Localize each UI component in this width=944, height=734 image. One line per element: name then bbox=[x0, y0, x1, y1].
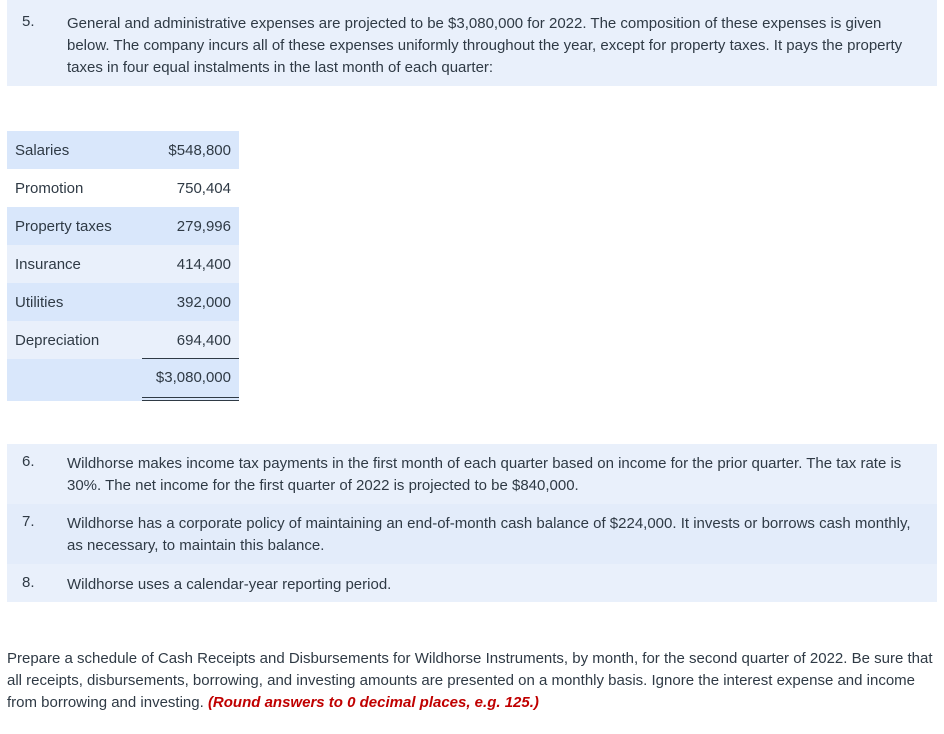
expense-row bbox=[7, 169, 239, 207]
expense-label: Insurance bbox=[15, 256, 81, 273]
expense-total-value: $3,080,000 bbox=[155, 369, 231, 386]
item-6-text: Wildhorse makes income tax payments in the first month of each quarter based on income for the prior quarter. The tax rate is 30%. The net income for the first quarter of 2022 is projected to be $840,000. bbox=[67, 455, 902, 494]
expense-row bbox=[7, 131, 239, 169]
rounding-note: (Round answers to 0 decimal places, e.g. 125.) bbox=[207, 694, 539, 711]
item-6-band bbox=[7, 444, 937, 504]
expense-row bbox=[7, 283, 239, 321]
expense-value: 392,000 bbox=[176, 294, 231, 311]
item-8-band bbox=[7, 564, 937, 602]
expense-total-row bbox=[7, 359, 239, 401]
expense-label: Promotion bbox=[15, 180, 84, 197]
expense-value: 414,400 bbox=[176, 256, 231, 273]
item-7-number: 7. bbox=[22, 513, 35, 530]
expense-table bbox=[7, 131, 239, 401]
expense-label: Property taxes bbox=[15, 218, 112, 235]
expense-value: 279,996 bbox=[176, 218, 231, 235]
expense-label: Salaries bbox=[15, 142, 70, 159]
expense-row bbox=[7, 245, 239, 283]
item-7-text: Wildhorse has a corporate policy of maintaining an end-of-month cash balance of $224,000. It invests or borrows cash monthly, as necessary, to maintain this balance. bbox=[67, 515, 911, 554]
expense-value: 750,404 bbox=[176, 180, 231, 197]
total-double-underline-bottom bbox=[142, 400, 239, 401]
expense-row bbox=[7, 321, 239, 359]
item-8-text: Wildhorse uses a calendar-year reporting period. bbox=[67, 576, 392, 593]
item-8-number: 8. bbox=[22, 574, 35, 591]
subtotal-underline bbox=[142, 358, 239, 359]
item-5-text: General and administrative expenses are projected to be $3,080,000 for 2022. The composition of these expenses is given below. The company incurs all of these expenses uniformly throughout the year, except for property taxes. It pays the property taxes in four equal instalments in the last month of each quarter: bbox=[67, 15, 903, 76]
total-double-underline-top bbox=[142, 397, 239, 398]
instructions bbox=[7, 648, 939, 714]
item-5-band bbox=[7, 0, 937, 86]
expense-value: 694,400 bbox=[176, 332, 231, 349]
item-6-number: 6. bbox=[22, 453, 35, 470]
instructions-text: Prepare a schedule of Cash Receipts and Disbursements for Wildhorse Instruments, by month, for the second quarter of 2022. Be sure that all receipts, disbursements, borrowing, and investing amounts are presented on a monthly basis. Ignore the interest expense and income from borrowing and investing. bbox=[7, 650, 933, 711]
expense-row bbox=[7, 207, 239, 245]
item-5-number: 5. bbox=[22, 13, 35, 30]
expense-value: $548,800 bbox=[168, 142, 231, 159]
item-7-band bbox=[7, 504, 937, 564]
expense-label: Utilities bbox=[15, 294, 64, 311]
expense-label: Depreciation bbox=[15, 332, 100, 349]
